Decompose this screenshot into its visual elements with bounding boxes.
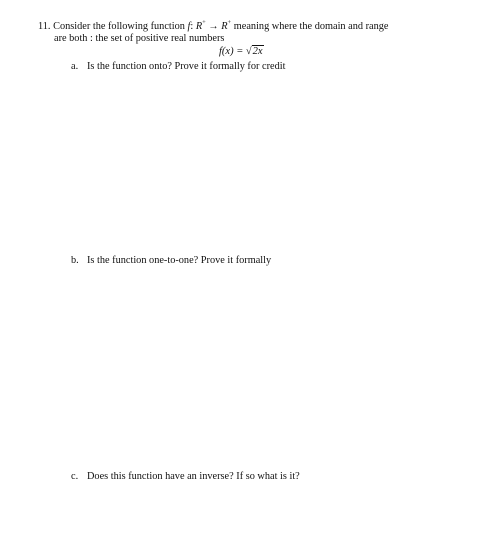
question-line1-ending: meaning where the domain and range xyxy=(231,21,389,32)
part-b-marker: b. xyxy=(71,255,79,266)
part-b xyxy=(71,255,271,267)
part-c-marker: c. xyxy=(71,471,79,482)
part-a-marker: a. xyxy=(71,61,79,72)
question-intro-text: Consider the following function xyxy=(53,21,188,32)
function-colon: : xyxy=(190,21,196,32)
question-11-line-2: are both : the set of positive real numbers xyxy=(54,33,225,44)
part-c xyxy=(71,471,300,483)
formula-lhs: f(x) = xyxy=(219,46,246,57)
range-symbol: R xyxy=(221,21,228,32)
square-root-expression xyxy=(246,45,264,58)
range-superscript: + xyxy=(227,19,232,26)
part-a-text: Is the function onto? Prove it formally for credit xyxy=(87,61,286,72)
question-11-line-1 xyxy=(38,21,388,33)
part-a xyxy=(71,61,285,73)
radical-sign: √ xyxy=(245,46,252,57)
part-c-text: Does this function have an inverse? If so what is it? xyxy=(87,471,300,482)
part-b-text: Is the function one-to-one? Prove it formally xyxy=(87,255,272,266)
radicand: 2x xyxy=(252,46,263,57)
function-formula xyxy=(219,45,264,58)
domain-superscript: + xyxy=(202,19,206,26)
domain-symbol: R xyxy=(195,21,203,32)
mapping-arrow: → xyxy=(205,21,222,32)
function-name: f xyxy=(187,21,191,32)
question-number: 11. xyxy=(38,21,51,32)
